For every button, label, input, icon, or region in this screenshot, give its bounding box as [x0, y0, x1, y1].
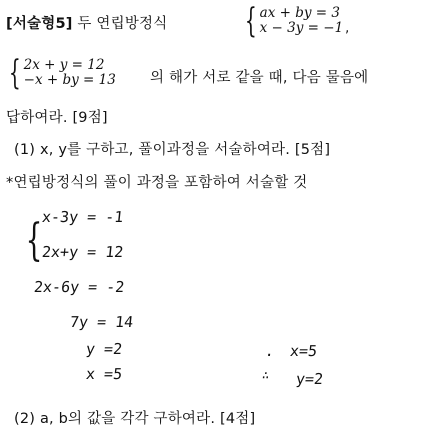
hand-therefore: ∴ — [261, 368, 270, 382]
hand-eq-6: x =5 — [85, 365, 124, 383]
system-1-brace: { — [244, 1, 257, 41]
handwritten-brace: { — [25, 215, 43, 266]
problem-tag: [서술형5] — [6, 16, 73, 32]
instruction-note: *연립방정식의 풀이 과정을 포함하여 서술할 것 — [6, 175, 308, 191]
problem-line-2: 의 해가 서로 같을 때, 다음 물음에 — [150, 70, 369, 86]
hand-ans-y: y=2 — [295, 370, 325, 388]
system-2-eq1: 2x + y = 12 — [23, 57, 105, 73]
system-1-eq1: ax + by = 3 — [259, 5, 340, 21]
hand-eq-2: 2x+y = 12 — [41, 243, 125, 261]
hand-eq-4: 7y = 14 — [69, 313, 135, 331]
hand-eq-1: x-3y = -1 — [41, 208, 125, 226]
problem-header-line — [6, 12, 167, 33]
problem-line-3: 답하여라. [9점] — [6, 110, 108, 126]
system-comma: , — [345, 20, 350, 36]
system-1 — [240, 1, 350, 41]
hand-eq-3: 2x-6y = -2 — [33, 278, 126, 296]
question-2: (2) a, b의 값을 각각 구하여라. [4점] — [14, 411, 256, 427]
problem-intro: 두 연립방정식 — [77, 16, 168, 32]
system-1-eq2: x − 3y = −1 — [259, 20, 344, 36]
hand-dot: . — [264, 342, 275, 360]
hand-eq-5: y =2 — [85, 340, 124, 358]
question-1: (1) x, y를 구하고, 풀이과정을 서술하여라. [5점] — [14, 142, 331, 158]
system-2-eq2: −x + by = 13 — [23, 72, 116, 88]
system-2-brace: { — [8, 53, 21, 93]
hand-ans-x: x=5 — [289, 342, 319, 360]
system-2 — [4, 53, 116, 93]
